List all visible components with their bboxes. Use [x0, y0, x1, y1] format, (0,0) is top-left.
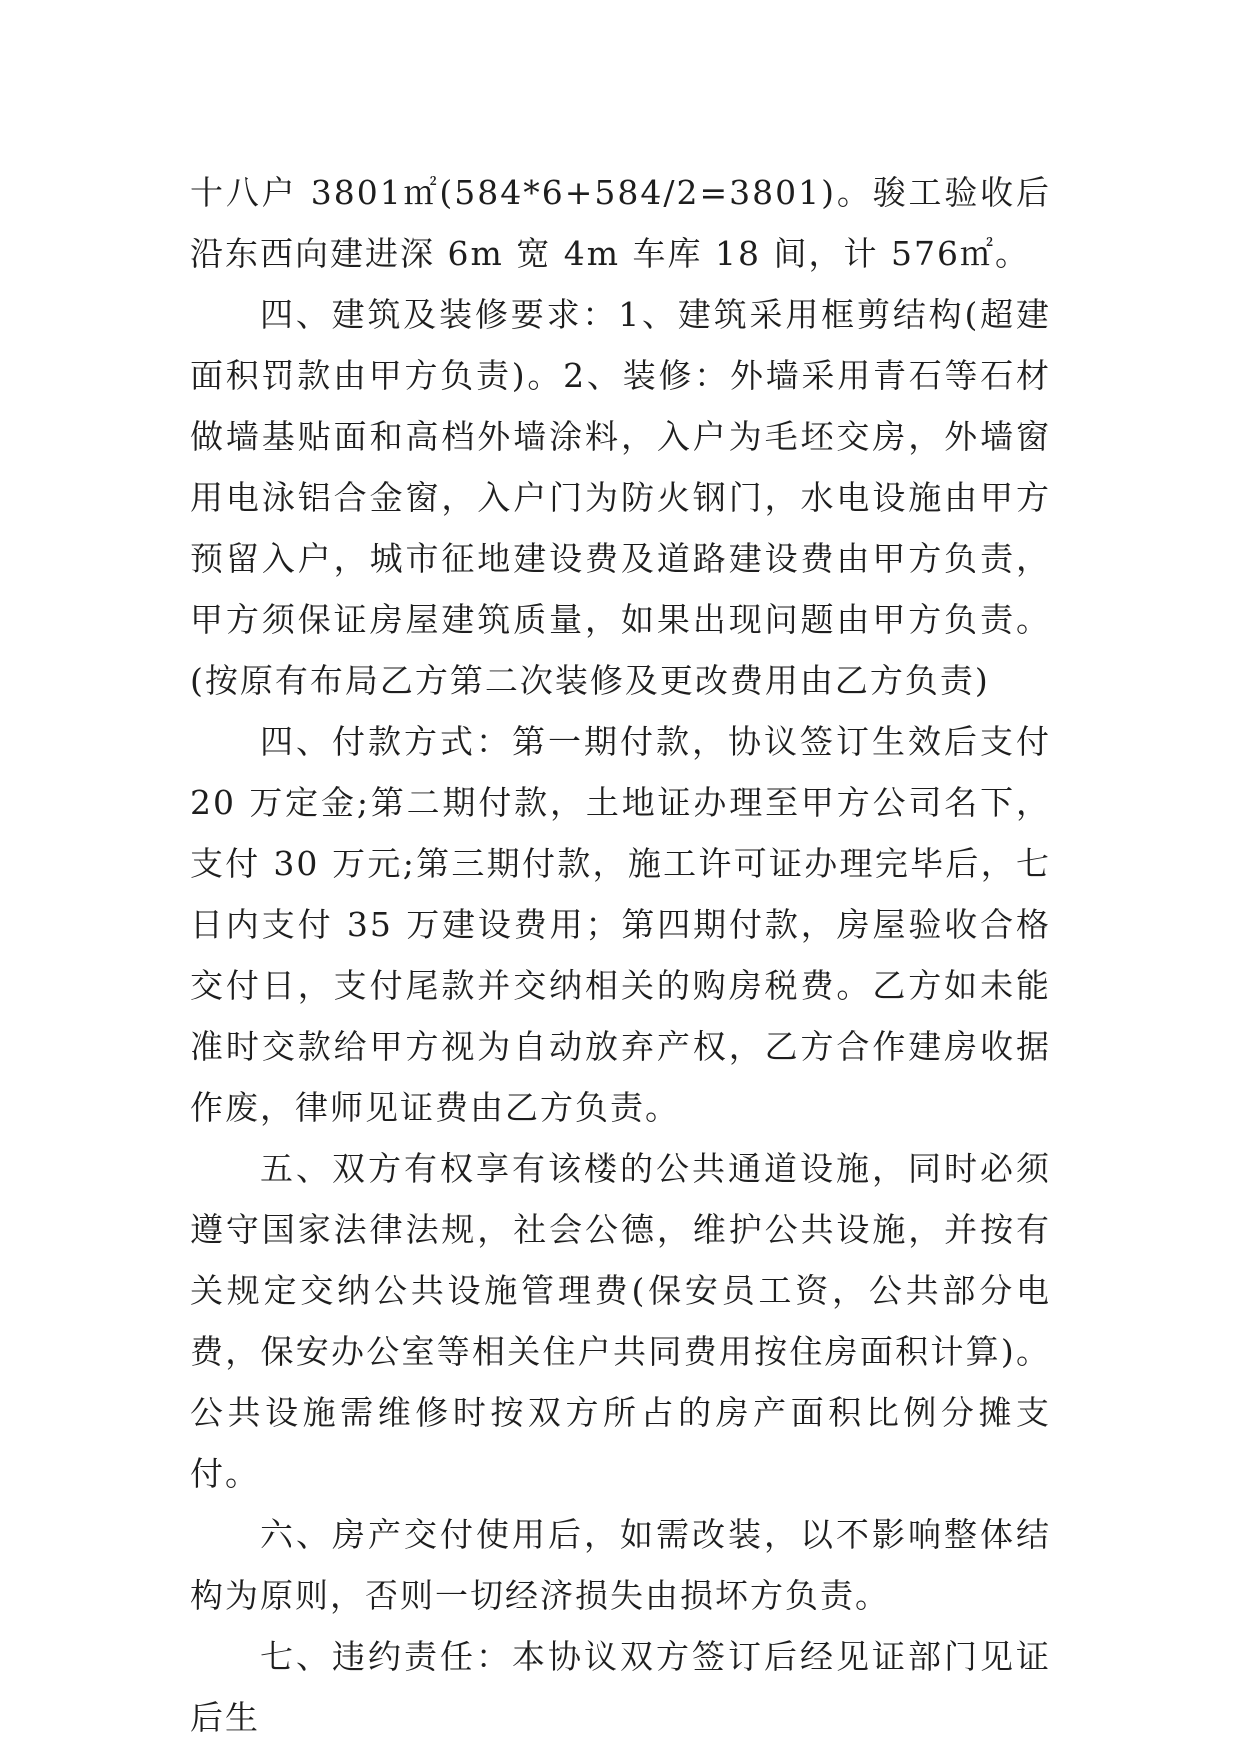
paragraph-continuation: 十八户 3801㎡(584*6+584/2=3801)。骏工验收后沿东西向建进深 6m 宽 4m 车库 18 间，计 576㎡。: [190, 173, 1051, 273]
paragraph-modification: 六、房产交付使用后，如需改装，以不影响整体结构为原则，否则一切经济损失由损坏方负责。: [190, 1515, 1051, 1615]
paragraph-breach-liability: 七、违约责任：本协议双方签订后经见证部门见证后生: [190, 1637, 1051, 1737]
paragraph-public-facilities: 五、双方有权享有该楼的公共通道设施，同时必须遵守国家法律法规，社会公德，维护公共设施，并按有关规定交纳公共设施管理费(保安员工资，公共部分电费，保安办公室等相关住户共同费用按住房面积计算)。公共设施需维修时按双方所占的房产面积比例分摊支付。: [190, 1149, 1051, 1493]
paragraph-building-requirements: 四、建筑及装修要求：1、建筑采用框剪结构(超建面积罚款由甲方负责)。2、装修：外墙采用青石等石材做墙基贴面和高档外墙涂料，入户为毛坯交房，外墙窗用电泳铝合金窗，入户门为防火钢门，水电设施由甲方预留入户，城市征地建设费及道路建设费由甲方负责，甲方须保证房屋建筑质量，如果出现问题由甲方负责。(按原有布局乙方第二次装修及更改费用由乙方负责): [190, 295, 1051, 700]
document-body: [190, 162, 1051, 1748]
paragraph-payment-terms: 四、付款方式：第一期付款，协议签订生效后支付 20 万定金;第二期付款，土地证办理至甲方公司名下，支付 30 万元;第三期付款，施工许可证办理完毕后，七日内支付 35 万建设费用；第四期付款，房屋验收合格交付日，支付尾款并交纳相关的购房税费。乙方如未能准时交款给甲方视为自动放弃产权，乙方合作建房收据作废，律师见证费由乙方负责。: [190, 722, 1051, 1127]
